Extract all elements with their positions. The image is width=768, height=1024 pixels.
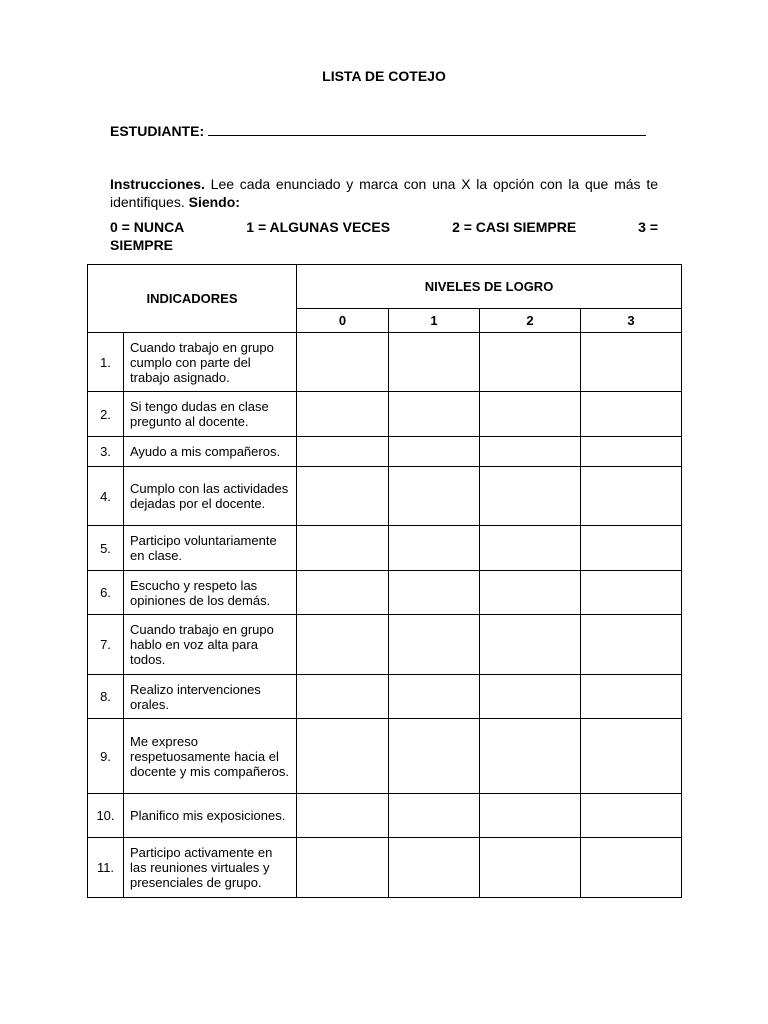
level-cell-0[interactable] [297, 392, 389, 437]
level-cell-3[interactable] [581, 437, 682, 467]
scale-3: 3 = [638, 219, 658, 235]
indicator-text: Cuando trabajo en grupo hablo en voz alta para todos. [124, 615, 297, 675]
table-row [88, 437, 682, 467]
table-row [88, 615, 682, 675]
level-cell-2[interactable] [480, 615, 581, 675]
level-cell-2[interactable] [480, 838, 581, 898]
row-number: 3. [88, 437, 124, 467]
level-cell-2[interactable] [480, 526, 581, 571]
level-cell-1[interactable] [389, 467, 480, 526]
scale-3-cont: SIEMPRE [110, 237, 174, 253]
row-number: 8. [88, 675, 124, 719]
row-number: 10. [88, 794, 124, 838]
table-row [88, 838, 682, 898]
scale-legend [110, 218, 658, 254]
table-row [88, 571, 682, 615]
instructions-lead: Instrucciones. [110, 176, 205, 192]
level-cell-3[interactable] [581, 467, 682, 526]
level-cell-3[interactable] [581, 392, 682, 437]
level-cell-1[interactable] [389, 838, 480, 898]
student-field [110, 122, 646, 139]
level-cell-3[interactable] [581, 333, 682, 392]
level-cell-1[interactable] [389, 615, 480, 675]
scale-1: 1 = ALGUNAS VECES [246, 219, 391, 235]
level-cell-3[interactable] [581, 719, 682, 794]
indicator-text: Me expreso respetuosamente hacia el docente y mis compañeros. [124, 719, 297, 794]
level-header: 0 [297, 309, 389, 333]
row-number: 1. [88, 333, 124, 392]
table-row [88, 526, 682, 571]
row-number: 5. [88, 526, 124, 571]
indicator-text: Si tengo dudas en clase pregunto al docente. [124, 392, 297, 437]
level-cell-0[interactable] [297, 675, 389, 719]
level-cell-0[interactable] [297, 615, 389, 675]
level-cell-1[interactable] [389, 794, 480, 838]
level-cell-0[interactable] [297, 333, 389, 392]
row-number: 6. [88, 571, 124, 615]
level-cell-2[interactable] [480, 794, 581, 838]
table-row [88, 392, 682, 437]
table-row [88, 333, 682, 392]
instructions-text: Lee cada enunciado y marca con una X la opción con la que más te identifiques. [110, 176, 658, 210]
level-cell-1[interactable] [389, 675, 480, 719]
row-number: 4. [88, 467, 124, 526]
level-header: 3 [581, 309, 682, 333]
level-cell-3[interactable] [581, 675, 682, 719]
level-cell-2[interactable] [480, 333, 581, 392]
level-cell-3[interactable] [581, 615, 682, 675]
level-cell-0[interactable] [297, 719, 389, 794]
row-number: 7. [88, 615, 124, 675]
instructions [110, 175, 658, 211]
header-indicators: INDICADORES [88, 265, 297, 333]
level-cell-1[interactable] [389, 333, 480, 392]
level-cell-0[interactable] [297, 838, 389, 898]
checklist-table [87, 264, 682, 898]
indicator-text: Participo activamente en las reuniones virtuales y presenciales de grupo. [124, 838, 297, 898]
row-number: 9. [88, 719, 124, 794]
indicator-text: Ayudo a mis compañeros. [124, 437, 297, 467]
row-number: 2. [88, 392, 124, 437]
level-cell-0[interactable] [297, 467, 389, 526]
level-cell-1[interactable] [389, 392, 480, 437]
level-cell-0[interactable] [297, 571, 389, 615]
level-cell-1[interactable] [389, 571, 480, 615]
level-header: 1 [389, 309, 480, 333]
scale-2: 2 = CASI SIEMPRE [452, 219, 577, 235]
student-name-line[interactable] [208, 122, 646, 136]
indicator-text: Realizo intervenciones orales. [124, 675, 297, 719]
level-cell-1[interactable] [389, 719, 480, 794]
level-cell-0[interactable] [297, 526, 389, 571]
instructions-siendo: Siendo: [184, 194, 240, 210]
level-cell-2[interactable] [480, 437, 581, 467]
table-row [88, 467, 682, 526]
level-cell-1[interactable] [389, 437, 480, 467]
level-cell-0[interactable] [297, 437, 389, 467]
header-levels: NIVELES DE LOGRO [297, 265, 682, 309]
scale-0: 0 = NUNCA [110, 219, 185, 235]
level-cell-2[interactable] [480, 392, 581, 437]
indicator-text: Participo voluntariamente en clase. [124, 526, 297, 571]
level-cell-3[interactable] [581, 526, 682, 571]
level-cell-3[interactable] [581, 838, 682, 898]
level-cell-2[interactable] [480, 719, 581, 794]
indicator-text: Escucho y respeto las opiniones de los demás. [124, 571, 297, 615]
indicator-text: Cuando trabajo en grupo cumplo con parte del trabajo asignado. [124, 333, 297, 392]
row-number: 11. [88, 838, 124, 898]
page-title: LISTA DE COTEJO [322, 68, 446, 84]
student-label: ESTUDIANTE: [110, 123, 205, 139]
level-cell-2[interactable] [480, 467, 581, 526]
table-row [88, 719, 682, 794]
table-row [88, 675, 682, 719]
level-cell-2[interactable] [480, 571, 581, 615]
level-cell-3[interactable] [581, 794, 682, 838]
indicator-text: Planifico mis exposiciones. [124, 794, 297, 838]
level-cell-0[interactable] [297, 794, 389, 838]
level-cell-2[interactable] [480, 675, 581, 719]
level-header: 2 [480, 309, 581, 333]
level-cell-1[interactable] [389, 526, 480, 571]
table-row [88, 794, 682, 838]
level-cell-3[interactable] [581, 571, 682, 615]
indicator-text: Cumplo con las actividades dejadas por el docente. [124, 467, 297, 526]
